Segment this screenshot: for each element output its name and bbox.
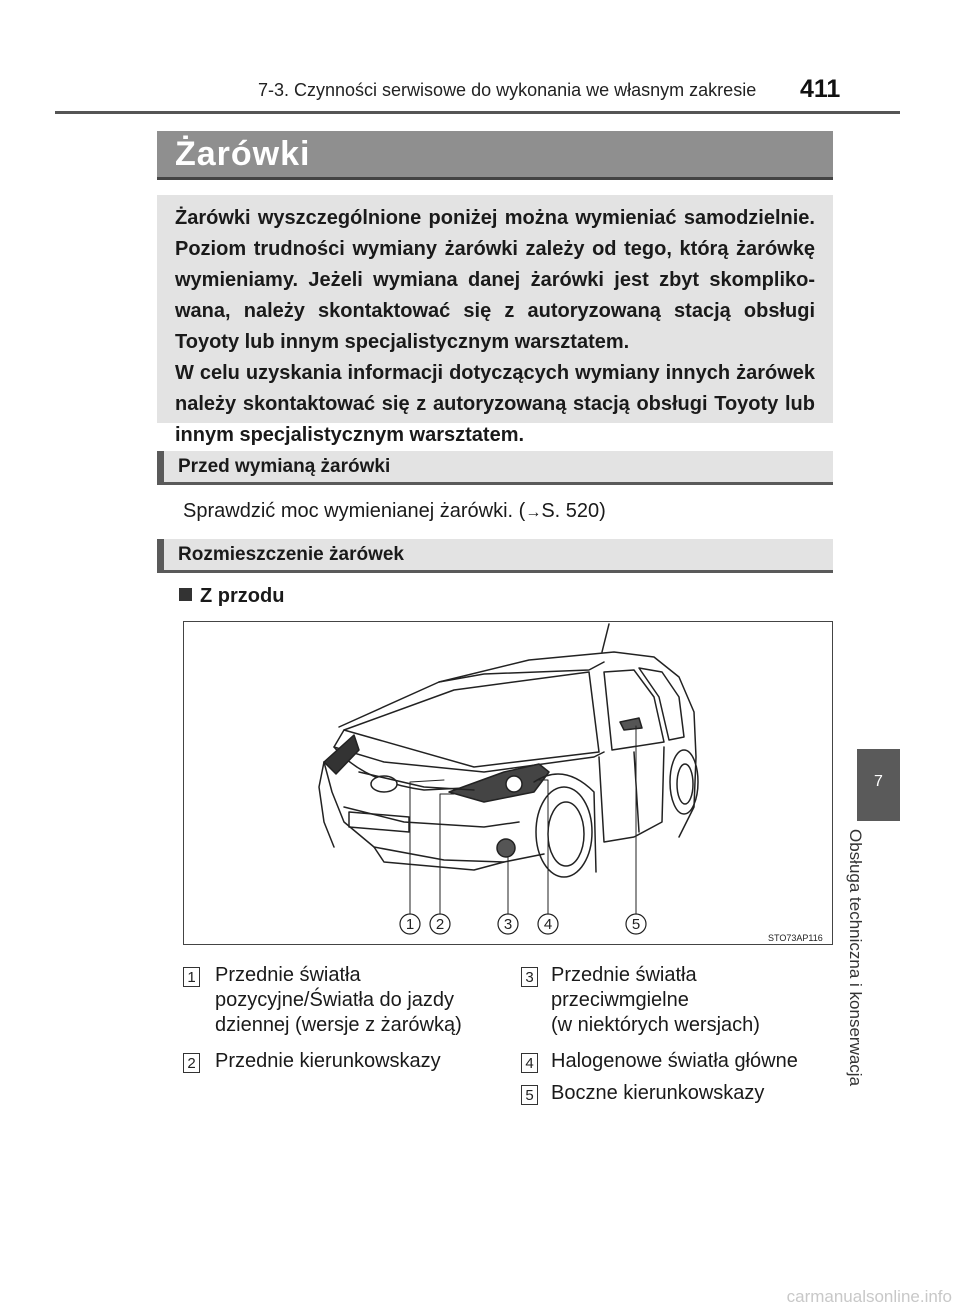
callout-1 [400, 914, 420, 934]
caption-1-line-2: pozycyjne/Światła do jazdy [215, 989, 455, 1011]
caption-4-number: 4 [521, 1053, 538, 1073]
square-bullet-icon [179, 588, 192, 601]
intro-box [157, 195, 833, 446]
section-heading-bulb-locations: Rozmieszczenie żarówek [157, 539, 833, 573]
page-number: 411 [800, 75, 841, 103]
caption-1 [183, 967, 200, 987]
caption-4 [521, 1053, 538, 1073]
caption-1-number: 1 [183, 967, 200, 987]
page-title: Żarówki [157, 131, 833, 177]
title-divider [157, 177, 833, 180]
header-divider [55, 111, 900, 114]
caption-4-line-1: Halogenowe światła główne [551, 1050, 798, 1072]
subheading-front-label: Z przodu [200, 585, 285, 607]
callout-1-label: 1 [405, 916, 415, 933]
caption-2-text [215, 1049, 441, 1074]
callout-2 [430, 914, 450, 934]
figure-code: STO73AP116 [768, 933, 823, 943]
check-wattage-text-start: Sprawdzić moc wymienianej żarówki. ( [183, 500, 526, 522]
caption-3-line-2: przeciwmgielne [551, 989, 689, 1011]
caption-3-line-3: (w niektórych wersjach) [551, 1014, 760, 1036]
arrow-icon: → [525, 504, 542, 521]
chapter-side-label [835, 829, 895, 1119]
caption-5 [521, 1085, 538, 1105]
callout-4 [538, 914, 558, 934]
caption-2 [183, 1053, 200, 1073]
callout-3-label: 3 [503, 916, 513, 933]
callout-5 [626, 914, 646, 934]
header-section-title: 7-3. Czynności serwisowe do wykonania we własnym zakresie [258, 80, 757, 100]
section-heading-before-replacement: Przed wymianą żarówki [157, 451, 833, 485]
caption-3-number: 3 [521, 967, 538, 987]
caption-3-line-1: Przednie światła [551, 964, 697, 986]
page-reference-link[interactable]: S. 520) [541, 500, 606, 522]
caption-5-text [551, 1081, 764, 1106]
caption-2-line-1: Przednie kierunkowskazy [215, 1050, 441, 1072]
intro-paragraph-1: Żarówki wyszczególnione poniżej można wymieniać samodzielnie. Poziom trudności wymiany żarówki zależy od tego, którą żarówkę wymieniamy. Jeżeli wymiana danej żarówki jest zbyt skompliko- wana, należy skontaktować się z autoryzowaną stacją obsługi Toyoty lub innym specjalistycznym warsztatem. [175, 207, 815, 353]
chapter-side-label-text: Obsługa techniczna i konserwacja [846, 829, 865, 1087]
check-wattage-text [183, 500, 606, 523]
caption-1-line-3: dziennej (wersje z żarówką) [215, 1014, 462, 1036]
callout-5-label: 5 [631, 916, 641, 933]
watermark: carmanualsonline.info [786, 1287, 952, 1306]
car-front-illustration [183, 621, 833, 945]
intro-paragraph-2: W celu uzyskania informacji dotyczących wymiany innych żarówek należy skontaktować się z autoryzowaną stacją obsługi Toyoty lub innym specjalistycznym warsztatem. [175, 362, 815, 446]
caption-4-text [551, 1049, 798, 1074]
caption-5-number: 5 [521, 1085, 538, 1105]
car-drawing [184, 622, 832, 944]
chapter-tab-number: 7 [874, 773, 883, 790]
callout-3 [498, 914, 518, 934]
callout-4-label: 4 [543, 916, 553, 933]
caption-5-line-1: Boczne kierunkowskazy [551, 1082, 765, 1104]
caption-3 [521, 967, 538, 987]
caption-2-number: 2 [183, 1053, 200, 1073]
caption-3-text [551, 963, 760, 1038]
caption-1-text [215, 963, 462, 1038]
callout-2-label: 2 [435, 916, 445, 933]
caption-1-line-1: Przednie światła [215, 964, 361, 986]
subheading-front [179, 585, 284, 608]
